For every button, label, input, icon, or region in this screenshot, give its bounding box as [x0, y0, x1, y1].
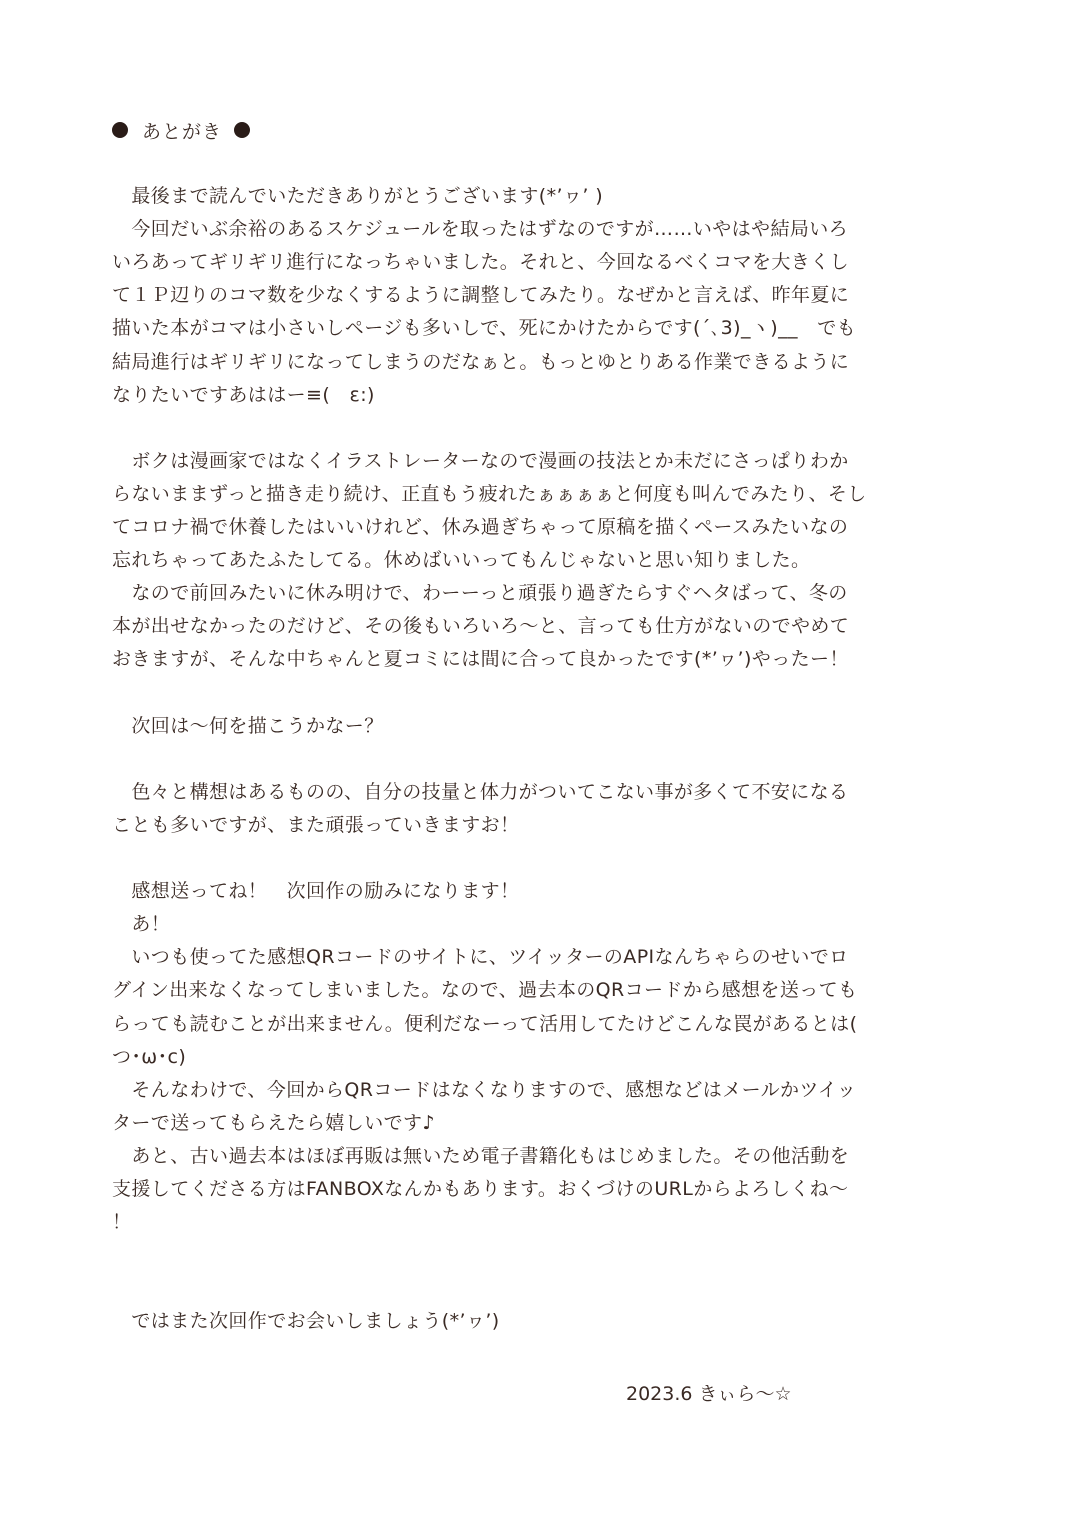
text-line: 忘れちゃってあたふたしてる。休めばいいってもんじゃないと思い知りました。: [112, 549, 811, 572]
text-line: ボクは漫画家ではなくイラストレーターなので漫画の技法とか未だにさっぱりわか: [112, 449, 849, 472]
text-line: 次回は〜何を描こうかなー？: [112, 714, 384, 737]
text-line: なりたいですあははー≡( ε:): [112, 383, 375, 406]
text-line: 色々と構想はあるものの、自分の技量と体力がついてこない事が多くて不安になる: [112, 780, 849, 803]
bullet-dot-icon: [112, 122, 128, 138]
text-line: て１Ｐ辺りのコマ数を少なくするように調整してみたり。なぜかと言えば、昨年夏に: [112, 284, 850, 307]
bullet-dot-icon: [234, 122, 250, 138]
text-line: らっても読むことが出来ません。便利だなーって活用してたけどこんな罠があるとは(: [112, 1012, 858, 1035]
text-line: あ！: [112, 913, 171, 936]
text-line: そんなわけで、今回からQRコードはなくなりますので、感想などはメールかツイッ: [112, 1078, 857, 1101]
text-line: おきますが、そんな中ちゃんと夏コミには間に合って良かったです(*’ヮ’)やったー！: [112, 648, 849, 671]
text-line: ターで送ってもらえたら嬉しいです♪: [112, 1111, 435, 1134]
text-line: 感想送ってね！ 次回作の励みになります！: [112, 880, 520, 903]
text-line: グイン出来なくなってしまいました。なので、過去本のQRコードから感想を送っても: [112, 979, 858, 1002]
text-line: いつも使ってた感想QRコードのサイトに、ツイッターのAPIなんちゃらのせいでロ: [112, 946, 849, 969]
text-line: ではまた次回作でお会いしましょう(*’ヮ’): [112, 1310, 500, 1333]
text-line: ！: [112, 1211, 132, 1234]
text-line: ことも多いですが、また頑張っていきますお！: [112, 813, 520, 836]
text-line: 結局進行はギリギリになってしまうのだなぁと。もっとゆとりある作業できるように: [112, 350, 850, 373]
signature: 2023.6 きぃら〜☆: [626, 1383, 792, 1405]
text-line: いろあってギリギリ進行になっちゃいました。それと、今回なるべくコマを大きくし: [112, 251, 850, 274]
text-line: 最後まで読んでいただきありがとうございます(*’ヮ’ ): [112, 185, 604, 207]
heading-label: あとがき: [142, 120, 223, 143]
text-line: 本が出せなかったのだけど、その後もいろいろ〜と、言っても仕方がないのでやめて: [112, 615, 850, 638]
text-line: らないままずっと描き走り続け、正直もう疲れたぁぁぁぁと何度も叫んでみたり、そし: [112, 482, 867, 505]
text-line: なので前回みたいに休み明けで、わーーっと頑張り過ぎたらすぐヘタばって、冬の: [112, 582, 848, 605]
text-line: 支援してくださる方はFANBOXなんかもあります。おくづけのURLからよろしくね〜: [112, 1178, 849, 1200]
text-line: 今回だいぶ余裕のあるスケジュールを取ったはずなのですが……いやはや結局いろ: [112, 218, 849, 241]
text-line: つ･ω･c): [112, 1045, 187, 1068]
text-line: 描いた本がコマは小さいしページも多いしで、死にかけたからです(ˊ､3)_ヽ)__ でも: [112, 317, 857, 340]
text-line: あと、古い過去本はほぼ再販は無いため電子書籍化もはじめました。その他活動を: [112, 1144, 850, 1167]
text-line: てコロナ禍で休養したはいいけれど、休み過ぎちゃって原稿を描くペースみたいなの: [112, 516, 849, 538]
afterword-heading: [112, 112, 250, 148]
